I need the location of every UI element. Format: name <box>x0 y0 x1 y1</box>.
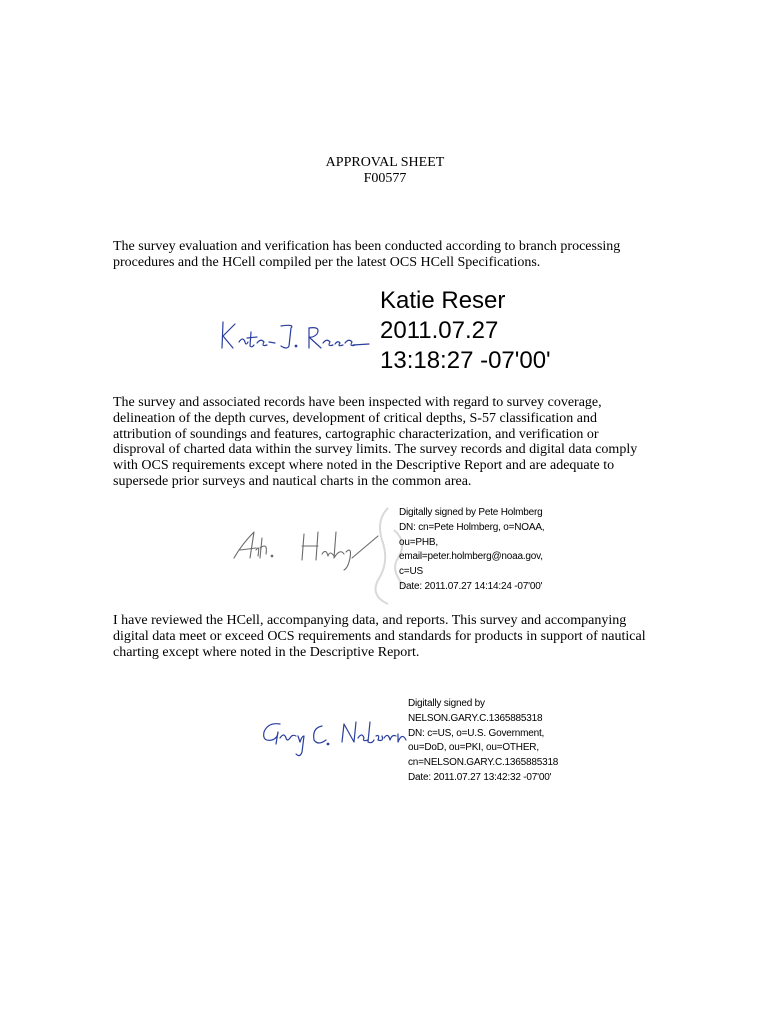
signature-line: NELSON.GARY.C.1365885318 <box>408 712 543 724</box>
reser-handwritten-signature <box>217 318 372 354</box>
signature-line: cn=NELSON.GARY.C.1365885318 <box>408 757 559 769</box>
signature-line: ou=DoD, ou=PKI, ou=OTHER, <box>408 742 539 754</box>
signature-line: Digitally signed by <box>408 698 485 709</box>
holmberg-handwritten-signature <box>232 524 382 572</box>
signature-line: Digitally signed by Pete Holmberg <box>399 507 543 518</box>
signature-line: DN: cn=Pete Holmberg, o=NOAA, <box>399 521 545 533</box>
evaluation-paragraph: The survey evaluation and verification has been conducted according to branch processing procedures and the HCell compiled per the latest OCS HCell Specifications. <box>113 239 621 270</box>
title-line: APPROVAL SHEET <box>325 155 445 170</box>
inspection-paragraph: The survey and associated records have been inspected with regard to survey coverage, delineation of the depth curves, development of critical depths, S-57 classification and attribution of soundings and features, cartographic characterization, and verification or disproval of charted data within the survey limits. The survey records and digital data comply with OCS requirements except where noted in the Descriptive Report and are adequate to supersede prior surveys and nautical charts in the common area. <box>113 395 638 489</box>
nelson-handwritten-signature <box>258 718 408 760</box>
review-paragraph: I have reviewed the HCell, accompanying data, and reports. This survey and accompanying digital data meet or exceed OCS requirements and standards for products in support of nautical charting except where noted in the Descriptive Report. <box>113 613 646 660</box>
signer-name: Katie Reser <box>380 287 506 314</box>
document-id: F00577 <box>363 171 407 186</box>
signature-line: c=US <box>399 566 423 578</box>
signature-line: ou=PHB, <box>399 536 438 548</box>
reser-digital-signature <box>380 286 551 376</box>
signature-line: Date: 2011.07.27 13:42:32 -07'00' <box>408 771 552 783</box>
approval-sheet-title <box>0 155 770 187</box>
signature-line: DN: c=US, o=U.S. Government, <box>408 727 545 739</box>
signature-date: 2011.07.27 <box>380 317 499 344</box>
signature-line: Date: 2011.07.27 14:14:24 -07'00' <box>399 580 543 592</box>
signature-time: 13:18:27 -07'00' <box>380 347 551 374</box>
holmberg-digital-signature <box>399 506 544 595</box>
signature-line: email=peter.holmberg@noaa.gov, <box>399 551 543 563</box>
nelson-digital-signature <box>408 697 558 786</box>
